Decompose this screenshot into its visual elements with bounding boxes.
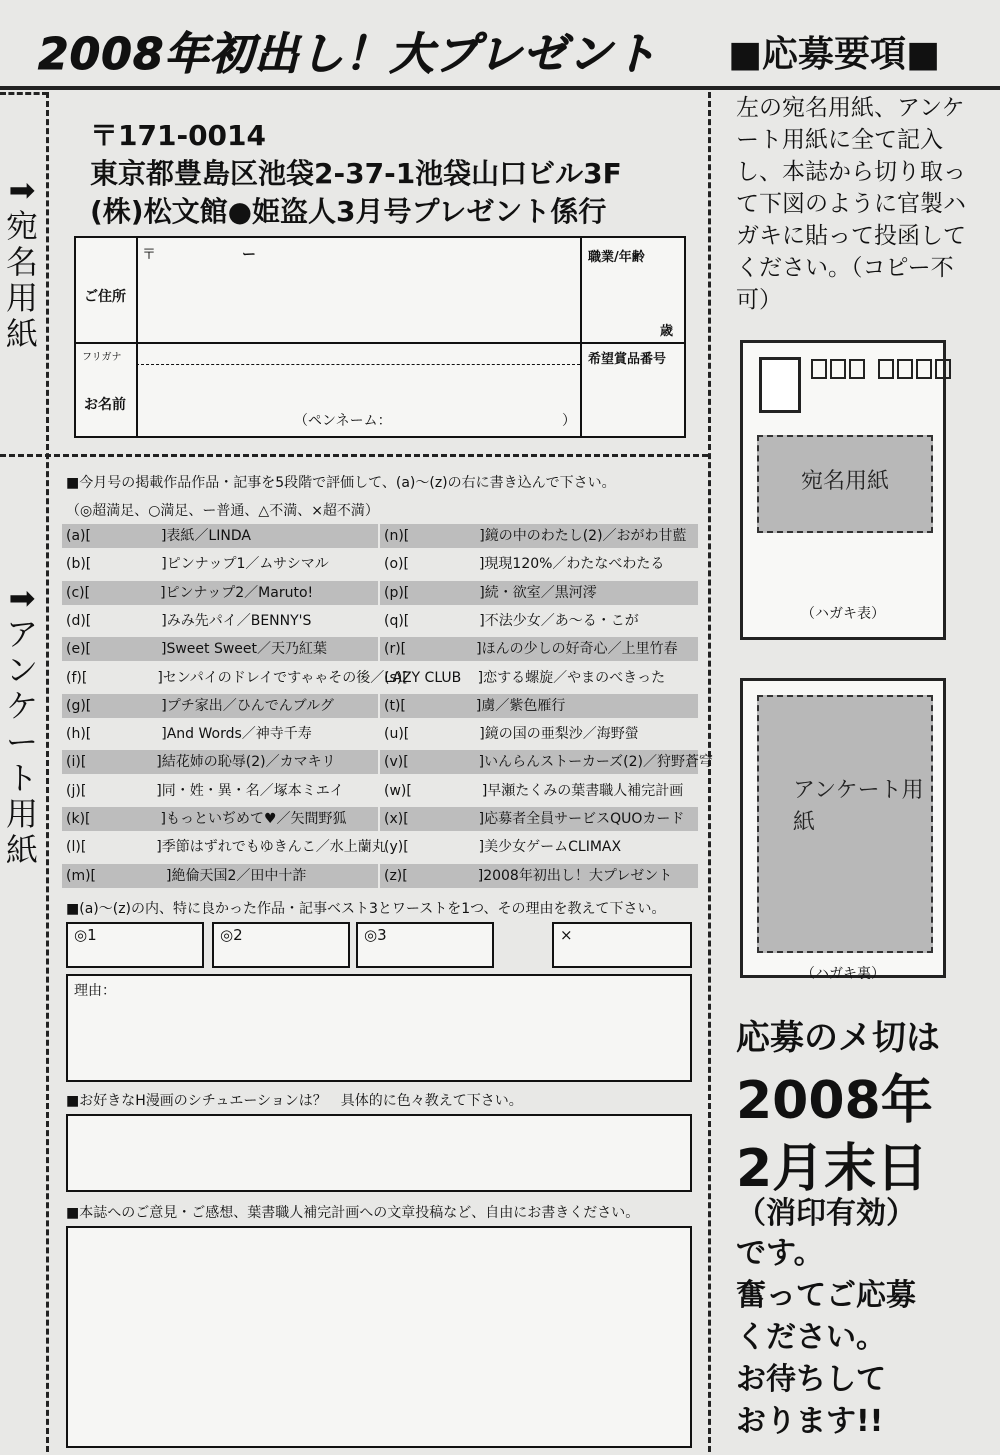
- best-3-label: ◎3: [364, 926, 387, 944]
- form-divider: [136, 238, 138, 436]
- worst-label: ×: [560, 926, 573, 944]
- survey-form-label: ➡アンケート用紙: [5, 579, 38, 869]
- survey-item[interactable]: (x)[ ]応募者全員サービスQUOカード: [380, 807, 698, 831]
- opinion-question: ■本誌へのご意見・ご感想、葉書職人補完計画への文章投稿など、自由にお書きください。: [66, 1205, 640, 1221]
- opinion-field[interactable]: [66, 1226, 692, 1448]
- survey-item[interactable]: (p)[ ]続・欲室／黒河澪: [380, 581, 698, 605]
- postal-code: 〒171-0014: [90, 119, 266, 152]
- occupation-label: 職業/年齢: [588, 250, 645, 265]
- furigana-field[interactable]: [142, 346, 572, 362]
- survey-sheet-placement: [757, 695, 933, 953]
- age-unit: 歳: [660, 324, 674, 339]
- penname-label: （ペンネーム：: [294, 413, 392, 429]
- deadline-line-7: ください。: [736, 1320, 886, 1355]
- survey-item[interactable]: (a)[ ]表紙／LINDA: [62, 524, 378, 548]
- survey-item[interactable]: (y)[ ]美少女ゲームCLIMAX: [384, 839, 622, 856]
- deadline-line-8: お待ちして: [736, 1362, 886, 1397]
- survey-item[interactable]: (b)[ ]ピンナップ1／ムサシマル: [66, 556, 329, 573]
- survey-item[interactable]: (m)[ ]絶倫天国2／田中十詐: [62, 864, 378, 888]
- postcard-back: [740, 678, 946, 982]
- deadline-line-1: 応募のメ切は: [736, 1018, 940, 1058]
- section-label: ■応募要項■: [728, 34, 941, 75]
- form-divider: [76, 342, 684, 344]
- name-label: お名前: [84, 397, 126, 413]
- survey-item[interactable]: (q)[ ]不法少女／あ〜る・こが: [384, 612, 639, 629]
- survey-item[interactable]: (i)[ ]結花姉の恥辱(2)／カマキリ: [62, 750, 378, 774]
- address-form: [74, 236, 686, 438]
- form-divider: [580, 238, 582, 436]
- address-sheet-placement: [757, 435, 933, 533]
- survey-item[interactable]: (g)[ ]プチ家出／ひんでんブルグ: [62, 694, 378, 718]
- postcard-front: [740, 340, 946, 640]
- survey-item[interactable]: (c)[ ]ピンナップ2／Maruto!: [62, 581, 378, 605]
- penname-close: ）: [562, 413, 576, 429]
- survey-item[interactable]: (z)[ ]2008年初出し！大プレゼント: [380, 864, 698, 888]
- address-sheet-label: 宛名用紙: [800, 469, 889, 494]
- deadline-line-2: 2008年: [736, 1071, 933, 1131]
- address-field[interactable]: [142, 250, 572, 334]
- best-2-field[interactable]: [212, 922, 350, 968]
- best-3-field[interactable]: [356, 922, 494, 968]
- survey-item[interactable]: (u)[ ]鏡の国の亜梨沙／海野螢: [384, 726, 639, 743]
- best-1-label: ◎1: [74, 926, 97, 944]
- address-form-label: ➡宛名用紙: [5, 171, 38, 353]
- situation-field[interactable]: [66, 1114, 692, 1192]
- survey-scale: （◎超満足、○満足、ー普通、△不満、×超不満）: [66, 503, 379, 519]
- best-question: ■(a)〜(z)の内、特に良かった作品・記事ベスト3とワーストを1つ、その理由を教えて下さい。: [66, 901, 666, 917]
- deadline-line-3: 2月末日: [736, 1139, 929, 1199]
- survey-item[interactable]: (h)[ ]And Words／神寺千寿: [66, 726, 312, 743]
- best-2-label: ◎2: [220, 926, 243, 944]
- reason-field[interactable]: [66, 974, 692, 1082]
- survey-item[interactable]: (v)[ ]いんらんストーカーズ(2)／狩野蒼穹: [380, 750, 698, 774]
- address-label: ご住所: [84, 289, 126, 305]
- postal-code-boxes: [811, 359, 951, 379]
- cut-line-right: [708, 92, 711, 1452]
- name-field[interactable]: [142, 368, 572, 408]
- deadline-line-6: 奮ってご応募: [736, 1278, 916, 1313]
- deadline-line-9: おります!!: [736, 1404, 884, 1439]
- survey-item[interactable]: (s)[ ]恋する螺旋／やまのべきった: [384, 669, 666, 686]
- reason-label: 理由：: [74, 983, 116, 999]
- front-caption: （ハガキ表）: [801, 606, 885, 622]
- furigana-label: フリガナ: [82, 352, 122, 363]
- survey-item[interactable]: (l)[ ]季節はずれでもゆきんこ／水上蘭丸: [66, 839, 386, 856]
- postal-dash: ー: [242, 247, 256, 263]
- survey-item[interactable]: (w)[ ]早瀬たくみの葉書職人補完計画: [384, 782, 684, 799]
- survey-instruction: ■今月号の掲載作品作品・記事を5段階で評価して、(a)〜(z)の右に書き込んで下さい。: [66, 475, 616, 491]
- worst-field[interactable]: [552, 922, 692, 968]
- occupation-age-field[interactable]: [588, 268, 676, 316]
- survey-item[interactable]: (r)[ ]ほんの少しの好奇心／上里竹春: [380, 637, 698, 661]
- form-divider: [136, 364, 580, 365]
- cut-line-left: [46, 92, 49, 1452]
- best-1-field[interactable]: [66, 922, 204, 968]
- survey-sheet-label: アンケート用紙: [793, 778, 924, 835]
- header-rule: [0, 86, 1000, 90]
- cut-line-top: [0, 92, 48, 95]
- deadline-line-5: です。: [736, 1236, 824, 1271]
- survey-item[interactable]: (t)[ ]虜／紫色雁行: [380, 694, 698, 718]
- survey-item[interactable]: (e)[ ]Sweet Sweet／天乃紅葉: [62, 637, 378, 661]
- situation-question: ■お好きなH漫画のシチュエーションは？ 具体的に色々教えて下さい。: [66, 1093, 523, 1109]
- page-title: 2008年初出し！大プレゼント: [38, 29, 658, 80]
- stamp-box: [759, 357, 801, 413]
- postal-mark: 〒: [142, 247, 156, 263]
- address-line-1: 東京都豊島区池袋2-37-1池袋山口ビル3F: [90, 157, 622, 190]
- prize-number-field[interactable]: [588, 368, 676, 428]
- guide-text: 左の宛名用紙、アンケート用紙に全て記入し、本誌から切り取って下図のように官製ハガキに貼って投函してください。（コピー不可）: [736, 95, 966, 313]
- survey-item[interactable]: (d)[ ]みみ先パイ／BENNY'S: [66, 612, 312, 629]
- survey-item[interactable]: (n)[ ]鏡の中のわたし(2)／おがわ甘藍: [380, 524, 698, 548]
- address-line-2: (株)松文館●姫盗人3月号プレゼント係行: [90, 195, 607, 228]
- cut-line-middle: [0, 454, 708, 457]
- survey-item[interactable]: (k)[ ]もっといぢめて♥／矢間野狐: [62, 807, 378, 831]
- deadline-line-4: （消印有効）: [736, 1196, 916, 1231]
- prize-label: 希望賞品番号: [588, 352, 667, 367]
- back-caption: （ハガキ裏）: [801, 966, 885, 982]
- survey-item[interactable]: (j)[ ]同・姓・異・名／塚本ミエイ: [66, 782, 344, 799]
- survey-item[interactable]: (o)[ ]現現120%／わたなべわたる: [384, 556, 665, 573]
- survey-item[interactable]: (f)[ ]センパイのドレイですゃゃその後／LAZY CLUB: [66, 669, 462, 686]
